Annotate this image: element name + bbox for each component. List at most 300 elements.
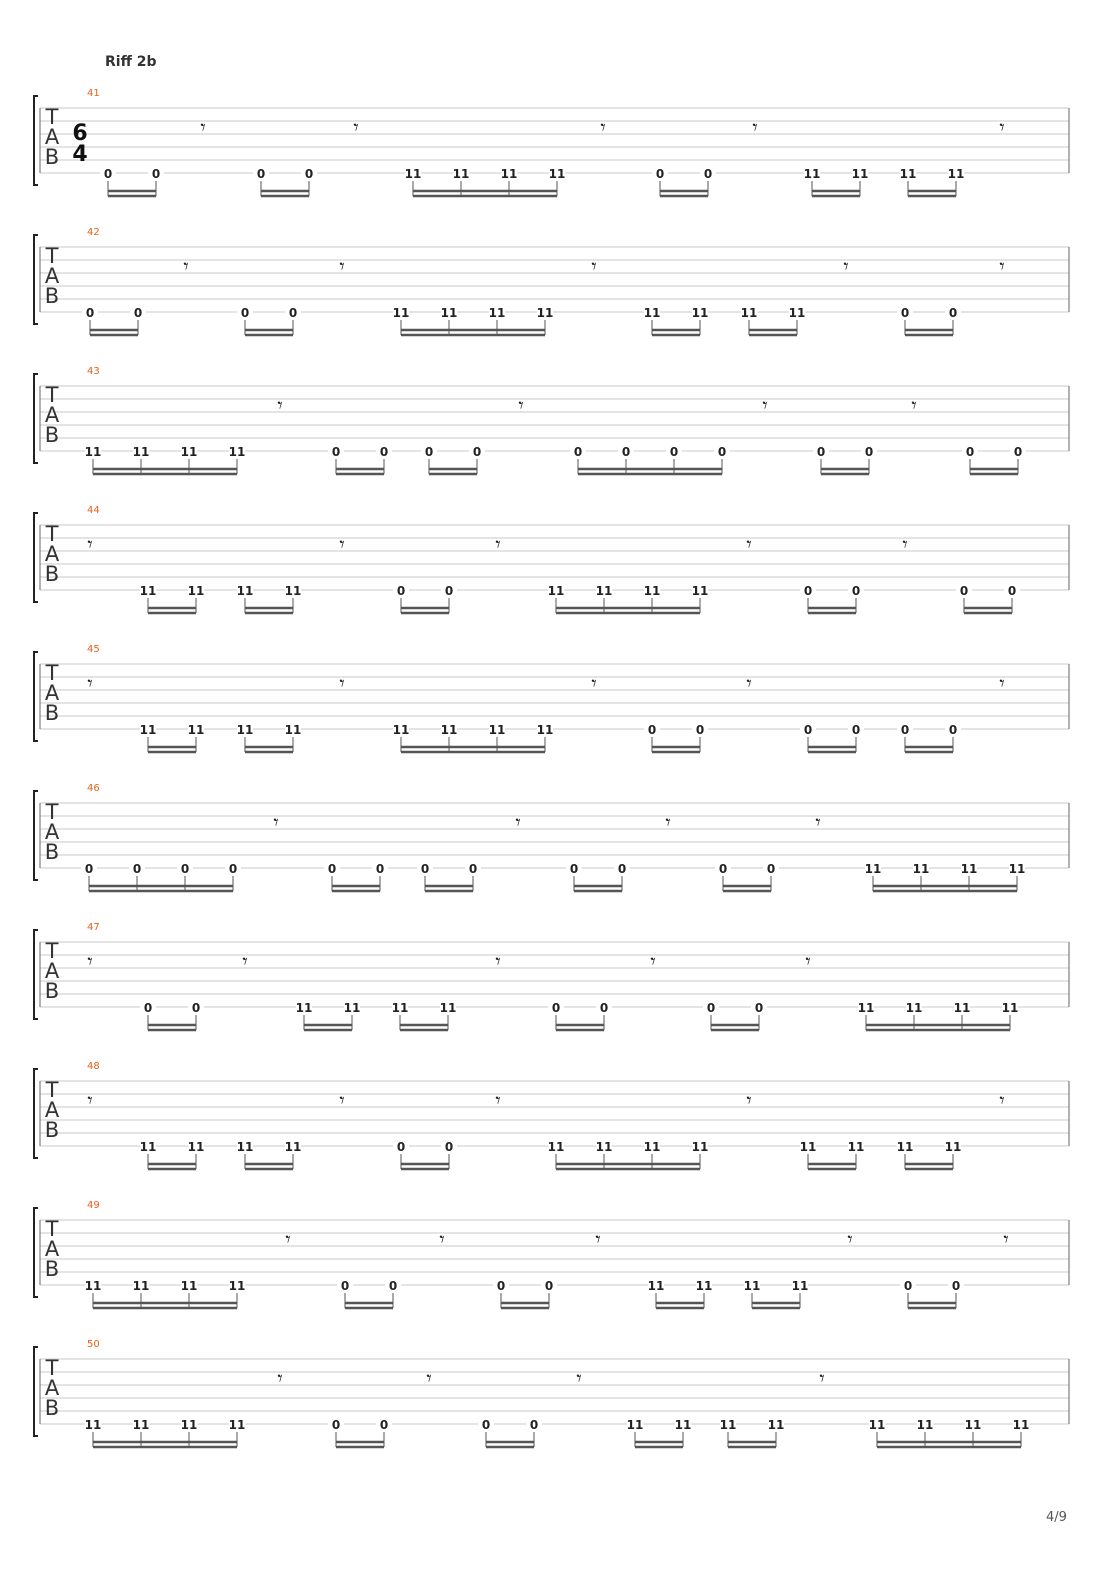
- measure-number: 49: [87, 1200, 100, 1211]
- beamed-group: [900, 1279, 964, 1308]
- fret-number: 0: [703, 167, 713, 181]
- beamed-group: [405, 167, 566, 196]
- beamed-group: [393, 306, 554, 335]
- fret-number: 11: [740, 306, 758, 320]
- tab-system: [34, 1200, 1069, 1308]
- eighth-rest: 𝄾: [273, 810, 279, 834]
- fret-number: 11: [719, 1418, 737, 1432]
- fret-number: 0: [573, 445, 583, 459]
- fret-number: 11: [896, 1140, 914, 1154]
- fret-number: 11: [916, 1418, 934, 1432]
- eighth-rest: 𝄾: [762, 393, 768, 417]
- tab-system: [34, 227, 1069, 335]
- fret-number: 11: [284, 1140, 302, 1154]
- beamed-group: [140, 1140, 205, 1169]
- beamed-group: [392, 1001, 457, 1030]
- fret-number: 0: [718, 862, 728, 876]
- fret-number: 0: [481, 1418, 491, 1432]
- eighth-rest: 𝄾: [339, 532, 345, 556]
- eighth-rest: 𝄾: [815, 810, 821, 834]
- eighth-rest: 𝄾: [595, 1227, 601, 1251]
- system-bracket: [34, 1208, 38, 1297]
- beamed-group: [324, 862, 388, 891]
- fret-number: 0: [132, 862, 142, 876]
- fret-number: 11: [944, 1140, 962, 1154]
- fret-number: 11: [488, 306, 506, 320]
- tab-system: [34, 1061, 1069, 1169]
- fret-number: 0: [151, 167, 161, 181]
- fret-number: 0: [288, 306, 298, 320]
- time-signature-denominator: 4: [72, 142, 88, 167]
- clef-letter: B: [44, 423, 60, 447]
- beamed-group: [237, 723, 302, 752]
- beamed-group: [570, 445, 730, 474]
- eighth-rest: 𝄾: [87, 532, 93, 556]
- beamed-group: [800, 584, 864, 613]
- fret-number: 0: [191, 1001, 201, 1015]
- fret-number: 11: [912, 862, 930, 876]
- fret-number: 11: [236, 723, 254, 737]
- beamed-group: [644, 723, 708, 752]
- fret-number: 0: [396, 1140, 406, 1154]
- fret-number: 11: [964, 1418, 982, 1432]
- fret-number: 0: [228, 862, 238, 876]
- beamed-group: [962, 445, 1026, 474]
- fret-number: 11: [791, 1279, 809, 1293]
- fret-number: 11: [139, 723, 157, 737]
- fret-number: 11: [84, 445, 102, 459]
- measure-number: 43: [87, 366, 100, 377]
- measure-number: 44: [87, 505, 100, 516]
- eighth-rest: 𝄾: [339, 254, 345, 278]
- fret-number: 11: [440, 723, 458, 737]
- beamed-group: [140, 1001, 204, 1030]
- clef-letter: B: [44, 145, 60, 169]
- fret-number: 11: [392, 306, 410, 320]
- beamed-group: [703, 1001, 767, 1030]
- fret-number: 0: [375, 862, 385, 876]
- fret-number: 0: [331, 445, 341, 459]
- beamed-group: [421, 445, 485, 474]
- eighth-rest: 𝄾: [277, 393, 283, 417]
- eighth-rest: 𝄾: [1003, 1227, 1009, 1251]
- clef-letter: B: [44, 979, 60, 1003]
- eighth-rest: 𝄾: [339, 671, 345, 695]
- fret-number: 11: [536, 723, 554, 737]
- beamed-group: [393, 1140, 457, 1169]
- fret-number: 0: [472, 445, 482, 459]
- fret-number: 0: [327, 862, 337, 876]
- system-bracket: [34, 513, 38, 602]
- clef-letter: T: [45, 105, 59, 129]
- fret-number: 0: [965, 445, 975, 459]
- clef-letter: B: [44, 284, 60, 308]
- beamed-group: [337, 1279, 401, 1308]
- eighth-rest: 𝄾: [495, 949, 501, 973]
- fret-number: 0: [864, 445, 874, 459]
- eighth-rest: 𝄾: [591, 254, 597, 278]
- fret-number: 11: [132, 1279, 150, 1293]
- fret-number: 0: [717, 445, 727, 459]
- beamed-group: [644, 306, 709, 335]
- tab-system: [34, 1339, 1069, 1447]
- fret-number: 11: [803, 167, 821, 181]
- fret-number: 0: [304, 167, 314, 181]
- measure-number: 47: [87, 922, 100, 933]
- beamed-group: [800, 723, 864, 752]
- fret-number: 11: [187, 584, 205, 598]
- fret-number: 11: [295, 1001, 313, 1015]
- fret-number: 11: [228, 1418, 246, 1432]
- fret-number: 11: [187, 1140, 205, 1154]
- beamed-group: [85, 1279, 246, 1308]
- fret-number: 0: [551, 1001, 561, 1015]
- system-bracket: [34, 1069, 38, 1158]
- fret-number: 11: [284, 723, 302, 737]
- beamed-group: [804, 167, 869, 196]
- fret-number: 0: [340, 1279, 350, 1293]
- clef-letter: T: [45, 1217, 59, 1241]
- fret-number: 0: [388, 1279, 398, 1293]
- beamed-group: [100, 167, 164, 196]
- system-bracket: [34, 96, 38, 185]
- eighth-rest: 𝄾: [339, 1088, 345, 1112]
- fret-number: 0: [655, 167, 665, 181]
- fret-number: 11: [743, 1279, 761, 1293]
- clef-letter: T: [45, 383, 59, 407]
- system-bracket: [34, 652, 38, 741]
- fret-number: 11: [236, 584, 254, 598]
- clef-letter: T: [45, 1356, 59, 1380]
- clef-letter: B: [44, 1257, 60, 1281]
- fret-number: 11: [132, 445, 150, 459]
- system-bracket: [34, 930, 38, 1019]
- beamed-group: [296, 1001, 361, 1030]
- fret-number: 11: [439, 1001, 457, 1015]
- fret-number: 11: [452, 167, 470, 181]
- beamed-group: [393, 584, 457, 613]
- clef-letter: B: [44, 1118, 60, 1142]
- fret-number: 11: [695, 1279, 713, 1293]
- clef-letter: B: [44, 701, 60, 725]
- tab-system: [34, 783, 1069, 891]
- fret-number: 0: [420, 862, 430, 876]
- eighth-rest: 𝄾: [495, 532, 501, 556]
- measure-number: 48: [87, 1061, 100, 1072]
- fret-number: 11: [799, 1140, 817, 1154]
- measure-number: 42: [87, 227, 100, 238]
- beamed-group: [813, 445, 877, 474]
- fret-number: 11: [187, 723, 205, 737]
- fret-number: 11: [691, 306, 709, 320]
- fret-number: 0: [803, 723, 813, 737]
- fret-number: 0: [379, 445, 389, 459]
- beamed-group: [648, 1279, 713, 1308]
- eighth-rest: 𝄾: [439, 1227, 445, 1251]
- fret-number: 11: [864, 862, 882, 876]
- fret-number: 0: [468, 862, 478, 876]
- fret-number: 0: [803, 584, 813, 598]
- beamed-group: [800, 1140, 865, 1169]
- eighth-rest: 𝄾: [495, 1088, 501, 1112]
- fret-number: 11: [643, 584, 661, 598]
- beamed-group: [85, 1418, 246, 1447]
- fret-number: 0: [256, 167, 266, 181]
- fret-number: 11: [180, 1279, 198, 1293]
- beamed-group: [627, 1418, 692, 1447]
- beamed-group: [566, 862, 630, 891]
- fret-number: 0: [851, 584, 861, 598]
- fret-number: 0: [379, 1418, 389, 1432]
- clef-letter: T: [45, 800, 59, 824]
- tab-system: [34, 922, 1069, 1030]
- eighth-rest: 𝄾: [805, 949, 811, 973]
- beamed-group: [548, 584, 709, 613]
- fret-number: 11: [284, 584, 302, 598]
- page-number: 4/9: [1046, 1510, 1067, 1525]
- fret-number: 11: [228, 445, 246, 459]
- fret-number: 0: [948, 306, 958, 320]
- fret-number: 11: [548, 167, 566, 181]
- beamed-group: [140, 723, 205, 752]
- beamed-group: [715, 862, 779, 891]
- fret-number: 0: [444, 584, 454, 598]
- fret-number: 11: [1008, 862, 1026, 876]
- fret-number: 11: [899, 167, 917, 181]
- fret-number: 11: [767, 1418, 785, 1432]
- beamed-group: [253, 167, 317, 196]
- fret-number: 11: [691, 1140, 709, 1154]
- system-bracket: [34, 1347, 38, 1436]
- system-bracket: [34, 374, 38, 463]
- fret-number: 11: [228, 1279, 246, 1293]
- fret-number: 11: [536, 306, 554, 320]
- fret-number: 11: [500, 167, 518, 181]
- fret-number: 0: [396, 584, 406, 598]
- eighth-rest: 𝄾: [576, 1366, 582, 1390]
- fret-number: 11: [674, 1418, 692, 1432]
- fret-number: 0: [143, 1001, 153, 1015]
- fret-number: 11: [788, 306, 806, 320]
- eighth-rest: 𝄾: [600, 115, 606, 139]
- beamed-group: [493, 1279, 557, 1308]
- beamed-group: [741, 306, 806, 335]
- fret-number: 0: [85, 306, 95, 320]
- clef-letter: T: [45, 522, 59, 546]
- fret-number: 0: [599, 1001, 609, 1015]
- clef-letter: A: [44, 1237, 60, 1261]
- fret-number: 0: [903, 1279, 913, 1293]
- clef-letter: A: [44, 681, 60, 705]
- clef-letter: B: [44, 562, 60, 586]
- fret-number: 0: [529, 1418, 539, 1432]
- beamed-group: [548, 1001, 612, 1030]
- fret-number: 11: [595, 1140, 613, 1154]
- fret-number: 0: [766, 862, 776, 876]
- beamed-group: [478, 1418, 542, 1447]
- fret-number: 11: [139, 1140, 157, 1154]
- fret-number: 0: [959, 584, 969, 598]
- fret-number: 11: [236, 1140, 254, 1154]
- fret-number: 11: [953, 1001, 971, 1015]
- clef-letter: A: [44, 820, 60, 844]
- eighth-rest: 𝄾: [242, 949, 248, 973]
- eighth-rest: 𝄾: [999, 254, 1005, 278]
- beamed-group: [897, 1140, 962, 1169]
- fret-number: 11: [180, 445, 198, 459]
- fret-number: 11: [547, 1140, 565, 1154]
- fret-number: 0: [1013, 445, 1023, 459]
- eighth-rest: 𝄾: [591, 671, 597, 695]
- measure-number: 45: [87, 644, 100, 655]
- eighth-rest: 𝄾: [426, 1366, 432, 1390]
- fret-number: 11: [440, 306, 458, 320]
- beamed-group: [956, 584, 1020, 613]
- clef-letter: A: [44, 542, 60, 566]
- eighth-rest: 𝄾: [183, 254, 189, 278]
- tab-system: [34, 644, 1069, 752]
- fret-number: 0: [424, 445, 434, 459]
- fret-number: 11: [488, 723, 506, 737]
- fret-number: 11: [1012, 1418, 1030, 1432]
- fret-number: 0: [706, 1001, 716, 1015]
- fret-number: 11: [391, 1001, 409, 1015]
- fret-number: 0: [851, 723, 861, 737]
- eighth-rest: 𝄾: [650, 949, 656, 973]
- fret-number: 11: [691, 584, 709, 598]
- eighth-rest: 𝄾: [200, 115, 206, 139]
- eighth-rest: 𝄾: [911, 393, 917, 417]
- beamed-group: [417, 862, 481, 891]
- fret-number: 0: [900, 306, 910, 320]
- clef-letter: T: [45, 1078, 59, 1102]
- clef-letter: A: [44, 403, 60, 427]
- eighth-rest: 𝄾: [752, 115, 758, 139]
- measure-number: 41: [87, 88, 100, 99]
- beamed-group: [548, 1140, 709, 1169]
- fret-number: 0: [84, 862, 94, 876]
- measure-number: 46: [87, 783, 100, 794]
- clef-letter: T: [45, 244, 59, 268]
- eighth-rest: 𝄾: [847, 1227, 853, 1251]
- time-signature-numerator: 6: [72, 121, 88, 146]
- beamed-group: [652, 167, 716, 196]
- beamed-group: [720, 1418, 785, 1447]
- beamed-group: [865, 862, 1026, 891]
- fret-number: 11: [180, 1418, 198, 1432]
- eighth-rest: 𝄾: [746, 532, 752, 556]
- fret-number: 11: [343, 1001, 361, 1015]
- fret-number: 11: [868, 1418, 886, 1432]
- system-bracket: [34, 791, 38, 880]
- fret-number: 11: [626, 1418, 644, 1432]
- fret-number: 11: [84, 1418, 102, 1432]
- clef-letter: B: [44, 1396, 60, 1420]
- clef-letter: B: [44, 840, 60, 864]
- fret-number: 11: [647, 1279, 665, 1293]
- beamed-group: [328, 445, 392, 474]
- tab-system: [34, 366, 1069, 474]
- eighth-rest: 𝄾: [515, 810, 521, 834]
- beamed-group: [85, 445, 246, 474]
- eighth-rest: 𝄾: [819, 1366, 825, 1390]
- clef-letter: T: [45, 939, 59, 963]
- fret-number: 11: [139, 584, 157, 598]
- beamed-group: [237, 1140, 302, 1169]
- measure-number: 50: [87, 1339, 100, 1350]
- eighth-rest: 𝄾: [353, 115, 359, 139]
- fret-number: 0: [754, 1001, 764, 1015]
- fret-number: 0: [948, 723, 958, 737]
- fret-number: 0: [180, 862, 190, 876]
- clef-letter: A: [44, 959, 60, 983]
- fret-number: 11: [960, 862, 978, 876]
- eighth-rest: 𝄾: [87, 1088, 93, 1112]
- fret-number: 0: [647, 723, 657, 737]
- clef-letter: A: [44, 1098, 60, 1122]
- beamed-group: [328, 1418, 392, 1447]
- fret-number: 11: [404, 167, 422, 181]
- fret-number: 0: [444, 1140, 454, 1154]
- section-title: Riff 2b: [105, 54, 157, 70]
- eighth-rest: 𝄾: [843, 254, 849, 278]
- beamed-group: [897, 306, 961, 335]
- fret-number: 0: [669, 445, 679, 459]
- eighth-rest: 𝄾: [902, 532, 908, 556]
- beamed-group: [897, 723, 961, 752]
- fret-number: 0: [816, 445, 826, 459]
- fret-number: 11: [857, 1001, 875, 1015]
- fret-number: 11: [84, 1279, 102, 1293]
- fret-number: 11: [595, 584, 613, 598]
- eighth-rest: 𝄾: [999, 671, 1005, 695]
- fret-number: 11: [1001, 1001, 1019, 1015]
- beamed-group: [744, 1279, 809, 1308]
- eighth-rest: 𝄾: [277, 1366, 283, 1390]
- eighth-rest: 𝄾: [999, 1088, 1005, 1112]
- fret-number: 11: [847, 1140, 865, 1154]
- tab-system: [34, 505, 1069, 613]
- clef-letter: A: [44, 125, 60, 149]
- fret-number: 11: [643, 306, 661, 320]
- eighth-rest: 𝄾: [746, 671, 752, 695]
- fret-number: 0: [951, 1279, 961, 1293]
- beamed-group: [140, 584, 205, 613]
- fret-number: 0: [103, 167, 113, 181]
- clef-letter: A: [44, 264, 60, 288]
- fret-number: 11: [643, 1140, 661, 1154]
- eighth-rest: 𝄾: [87, 671, 93, 695]
- eighth-rest: 𝄾: [518, 393, 524, 417]
- fret-number: 0: [621, 445, 631, 459]
- fret-number: 11: [132, 1418, 150, 1432]
- beamed-group: [900, 167, 965, 196]
- beamed-group: [237, 306, 301, 335]
- fret-number: 11: [392, 723, 410, 737]
- fret-number: 0: [1007, 584, 1017, 598]
- fret-number: 11: [851, 167, 869, 181]
- fret-number: 11: [547, 584, 565, 598]
- system-bracket: [34, 235, 38, 324]
- fret-number: 0: [331, 1418, 341, 1432]
- fret-number: 0: [617, 862, 627, 876]
- eighth-rest: 𝄾: [665, 810, 671, 834]
- fret-number: 0: [544, 1279, 554, 1293]
- fret-number: 11: [905, 1001, 923, 1015]
- clef-letter: T: [45, 661, 59, 685]
- fret-number: 0: [496, 1279, 506, 1293]
- eighth-rest: 𝄾: [746, 1088, 752, 1112]
